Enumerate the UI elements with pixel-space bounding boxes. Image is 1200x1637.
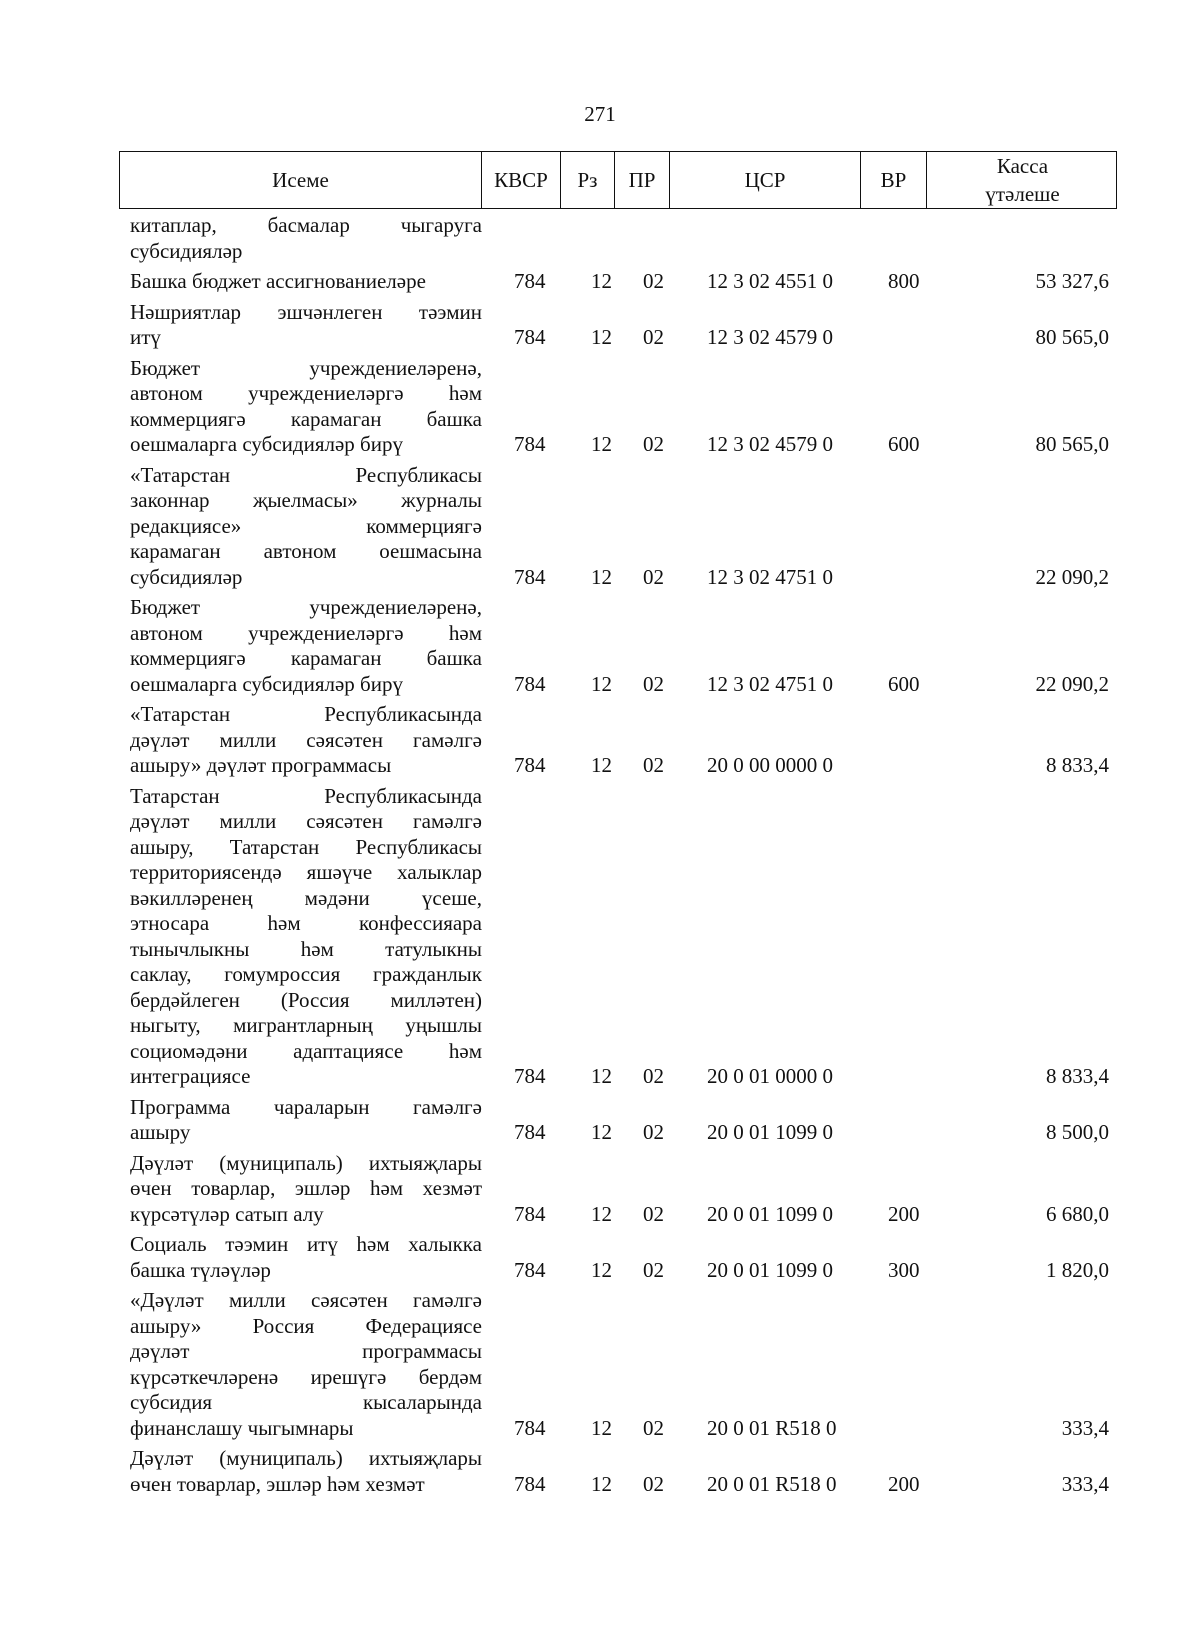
row-name-line: күрсәткечләренә ирешүгә бердәм [130, 1364, 482, 1389]
row-name-line: тынычлыкны һәм татулыкны [130, 936, 482, 961]
table-row [0, 784, 1200, 1090]
row-name-line: өчен товарлар, эшләр һәм хезмәт [130, 1471, 425, 1496]
row-pr: 02 [643, 1064, 664, 1088]
row-kvsr: 784 [514, 269, 546, 293]
row-name [130, 784, 482, 1090]
row-name-line: оешмаларга субсидияләр бирү [130, 432, 403, 456]
row-kvsr: 784 [514, 432, 546, 456]
row-name-line: финанслашу чыгымнары [130, 1415, 354, 1440]
row-amount: 53 327,6 [1035, 269, 1109, 293]
row-csr: 12 3 02 4579 0 [707, 432, 833, 456]
row-pr: 02 [643, 325, 664, 349]
table-row [0, 269, 1200, 295]
row-kvsr: 784 [514, 1415, 546, 1440]
row-csr: 20 0 01 R518 0 [707, 1415, 837, 1440]
row-name [130, 463, 482, 591]
row-name-line: этносара һәм конфессияара [130, 911, 482, 935]
row-csr: 20 0 01 1099 0 [707, 1201, 833, 1226]
row-vr: 600 [888, 671, 920, 696]
row-name-line: «Татарстан Республикасында [130, 702, 482, 726]
row-name-line: Дәүләт (муниципаль) ихтыяҗлары [130, 1150, 482, 1175]
row-name [130, 356, 482, 458]
row-amount: 8 833,4 [1046, 753, 1109, 777]
row-name-line: интеграциясе [130, 1064, 251, 1088]
row-csr: 20 0 01 1099 0 [707, 1120, 833, 1144]
row-rz: 12 [591, 1471, 612, 1496]
row-csr: 20 0 00 0000 0 [707, 753, 833, 777]
row-pr: 02 [643, 1201, 664, 1226]
row-amount: 333,4 [1061, 1471, 1109, 1496]
header-pr: ПР [615, 152, 670, 208]
row-rz: 12 [591, 671, 612, 696]
table-row [0, 1232, 1200, 1283]
row-pr: 02 [643, 753, 664, 777]
row-pr: 02 [643, 1120, 664, 1144]
row-name-line: Социаль тәэмин итү һәм халыкка [130, 1232, 482, 1256]
row-name-line: субсидияләр [130, 238, 243, 263]
row-name [130, 1095, 482, 1146]
row-csr: 20 0 01 0000 0 [707, 1064, 833, 1088]
header-amount-line2: үтәлеше [985, 182, 1060, 206]
row-name-line: субсидияләр [130, 564, 243, 589]
row-name-line: китаплар, басмалар чыгаруга [130, 213, 482, 237]
row-kvsr: 784 [514, 325, 546, 349]
row-name-line: редакциясе» коммерциягә [130, 513, 482, 538]
row-name-line: ашыру» дәүләт программасы [130, 753, 392, 777]
row-name [130, 300, 482, 351]
row-kvsr: 784 [514, 1201, 546, 1226]
row-vr: 300 [888, 1257, 920, 1282]
row-kvsr: 784 [514, 1471, 546, 1496]
row-name-line: карамаган автоном оешмасына [130, 539, 482, 563]
table-body [0, 213, 1200, 1502]
row-name-line: Нәшриятлар эшчәнлеген тәэмин [130, 299, 482, 324]
row-amount: 333,4 [1061, 1415, 1109, 1440]
row-name-line: ныгыту, мигрантларның уңышлы [130, 1013, 482, 1037]
header-rz: Рз [561, 152, 615, 208]
row-csr: 12 3 02 4751 0 [707, 671, 833, 696]
row-csr: 20 0 01 1099 0 [707, 1257, 833, 1282]
row-vr: 800 [888, 269, 920, 293]
row-name-line: саклау, гомумроссия гражданлык [130, 962, 482, 986]
row-rz: 12 [591, 1201, 612, 1226]
table-row [0, 1446, 1200, 1497]
row-name [130, 1232, 482, 1283]
header-csr: ЦСР [670, 152, 861, 208]
header-amount [927, 152, 1118, 208]
row-amount: 22 090,2 [1035, 671, 1109, 696]
row-rz: 12 [591, 432, 612, 456]
header-name: Исеме [120, 152, 482, 208]
row-csr: 12 3 02 4551 0 [707, 269, 833, 293]
row-name-line: дәүләт программасы [130, 1339, 482, 1363]
row-pr: 02 [643, 671, 664, 696]
row-rz: 12 [591, 1120, 612, 1144]
row-name-line: территориясендә яшәүче халыклар [130, 860, 482, 884]
row-csr: 12 3 02 4579 0 [707, 325, 833, 349]
row-vr: 200 [888, 1471, 920, 1496]
row-name-line: Бюджет учреждениеләренә, [130, 595, 482, 619]
row-name-line: Дәүләт (муниципаль) ихтыяҗлары [130, 1446, 482, 1470]
row-name-line: Программа чараларын гамәлгә [130, 1094, 482, 1119]
table-row [0, 213, 1200, 264]
row-rz: 12 [591, 269, 612, 293]
row-kvsr: 784 [514, 1120, 546, 1144]
row-csr: 20 0 01 R518 0 [707, 1471, 837, 1496]
row-name-line: ашыру [130, 1120, 191, 1144]
table-row [0, 463, 1200, 591]
row-vr: 200 [888, 1201, 920, 1226]
header-amount-line1: Касса [996, 154, 1049, 178]
header-vr: ВР [861, 152, 927, 208]
row-pr: 02 [643, 1257, 664, 1282]
row-name [130, 1151, 482, 1228]
row-csr: 12 3 02 4751 0 [707, 564, 833, 589]
row-name-line: ашыру» Россия Федерациясе [130, 1313, 482, 1338]
row-kvsr: 784 [514, 753, 546, 777]
row-name-line: башка түләүләр [130, 1257, 271, 1282]
row-name-line: ашыру, Татарстан Республикасы [130, 834, 482, 859]
row-name-line: законнар җыелмасы» журналы [130, 488, 482, 512]
row-kvsr: 784 [514, 564, 546, 589]
row-name-line: «Дәүләт милли сәясәтен гамәлгә [130, 1288, 482, 1312]
row-name-line: Башка бюджет ассигнованиеләре [130, 269, 426, 293]
row-pr: 02 [643, 1415, 664, 1440]
page-number: 271 [584, 102, 616, 126]
row-name-line: «Татарстан Республикасы [130, 462, 482, 487]
row-rz: 12 [591, 564, 612, 589]
table-header [119, 151, 1117, 209]
row-amount: 1 820,0 [1046, 1257, 1109, 1282]
row-amount: 8 500,0 [1046, 1120, 1109, 1144]
row-rz: 12 [591, 753, 612, 777]
row-name [130, 1446, 482, 1497]
row-name [130, 1288, 482, 1441]
row-name-line: коммерциягә карамаган башка [130, 406, 482, 431]
table-row [0, 1095, 1200, 1146]
row-name-line: дәүләт милли сәясәтен гамәлгә [130, 809, 482, 833]
table-row [0, 1288, 1200, 1441]
row-pr: 02 [643, 1471, 664, 1496]
row-name-line: субсидия кысаларында [130, 1390, 482, 1414]
row-name-line: оешмаларга субсидияләр бирү [130, 671, 403, 696]
row-name-line: коммерциягә карамаган башка [130, 646, 482, 670]
row-name [130, 702, 482, 779]
table-row [0, 595, 1200, 697]
row-amount: 22 090,2 [1035, 564, 1109, 589]
row-name-line: автоном учреждениеләргә һәм [130, 381, 482, 405]
row-name-line: социомәдәни адаптациясе һәм [130, 1038, 482, 1063]
table-row [0, 1151, 1200, 1228]
row-amount: 80 565,0 [1035, 325, 1109, 349]
row-kvsr: 784 [514, 1257, 546, 1282]
row-rz: 12 [591, 1415, 612, 1440]
row-kvsr: 784 [514, 1064, 546, 1088]
row-name-line: автоном учреждениеләргә һәм [130, 620, 482, 645]
row-name-line: дәүләт милли сәясәтен гамәлгә [130, 727, 482, 752]
row-name [130, 595, 482, 697]
row-name-line: күрсәтүләр сатып алу [130, 1201, 324, 1226]
row-vr: 600 [888, 432, 920, 456]
row-name-line: Бюджет учреждениеләренә, [130, 355, 482, 380]
row-kvsr: 784 [514, 671, 546, 696]
row-name-line: вәкилләренең мәдәни үсеше, [130, 885, 482, 910]
row-name [130, 269, 482, 295]
row-rz: 12 [591, 1257, 612, 1282]
row-pr: 02 [643, 432, 664, 456]
row-amount: 80 565,0 [1035, 432, 1109, 456]
row-rz: 12 [591, 325, 612, 349]
row-name-line: итү [130, 325, 161, 349]
table-row [0, 300, 1200, 351]
row-amount: 6 680,0 [1046, 1201, 1109, 1226]
row-name-line: бердәйлеген (Россия милләтен) [130, 987, 482, 1012]
row-rz: 12 [591, 1064, 612, 1088]
row-pr: 02 [643, 564, 664, 589]
row-name-line: Татарстан Республикасында [130, 783, 482, 808]
header-kvsr: КВСР [482, 152, 561, 208]
row-name-line: өчен товарлар, эшләр һәм хезмәт [130, 1176, 482, 1200]
table-row [0, 356, 1200, 458]
table-row [0, 702, 1200, 779]
row-name [130, 213, 482, 264]
row-pr: 02 [643, 269, 664, 293]
row-amount: 8 833,4 [1046, 1064, 1109, 1088]
